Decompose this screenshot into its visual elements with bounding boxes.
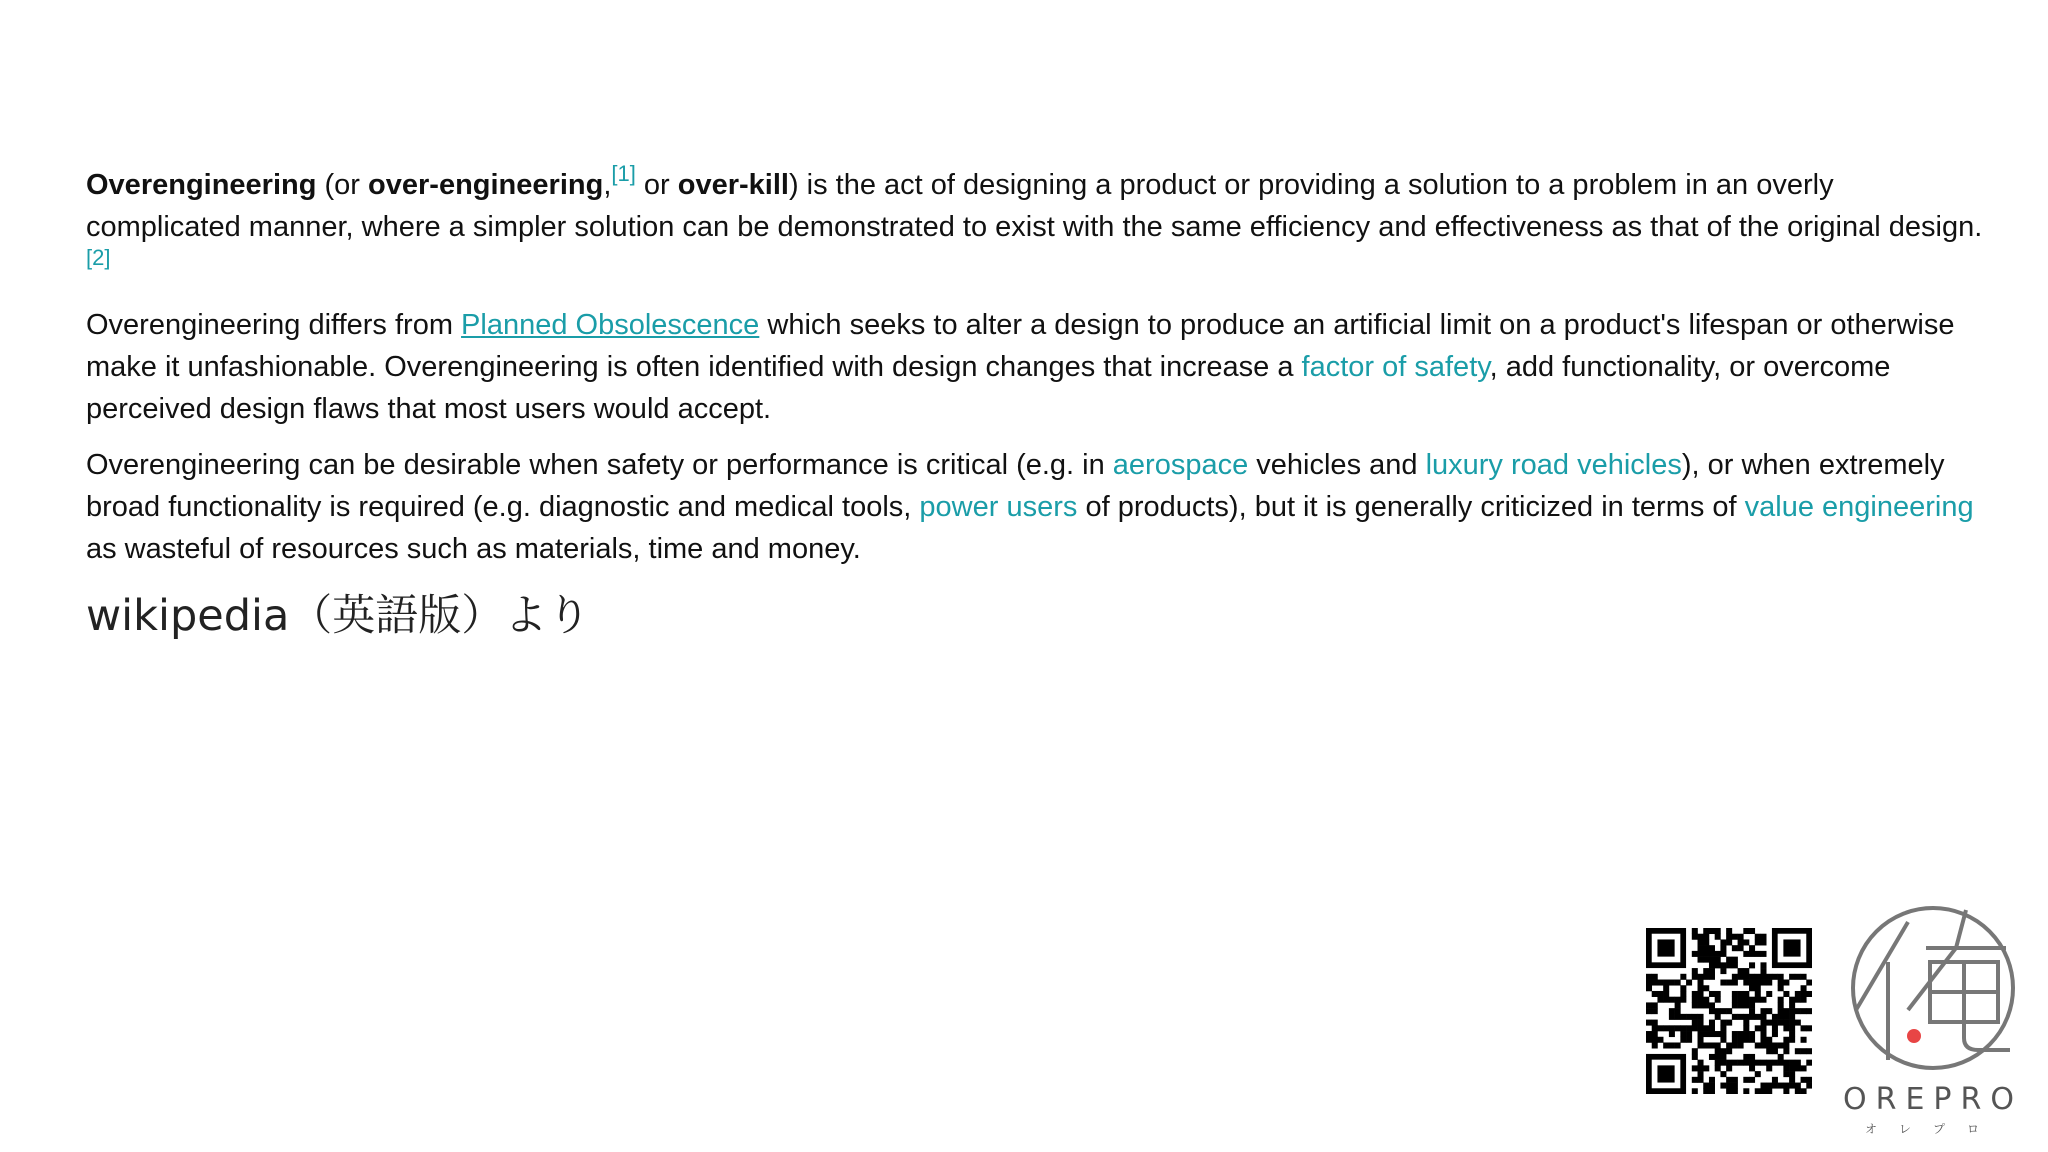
qr-code bbox=[1646, 928, 1812, 1094]
term-overengineering: Overengineering bbox=[86, 169, 317, 201]
power-users-link[interactable]: power users bbox=[919, 491, 1078, 523]
text: or bbox=[635, 169, 678, 201]
article-body bbox=[86, 161, 1986, 644]
text: which seeks to alter a design to produce an artificial limit on a product's lifespan or otherwise make it unfashionable. Overengineering is often identified with design changes that increase a bbox=[86, 309, 1955, 383]
planned-obsolescence-link[interactable]: Planned Obsolescence bbox=[461, 309, 760, 341]
text: as wasteful of resources such as materials, time and money. bbox=[86, 533, 861, 565]
text: Overengineering differs from bbox=[86, 309, 462, 341]
citation-link-2[interactable]: [2] bbox=[86, 245, 111, 270]
citation-link-1[interactable]: [1] bbox=[611, 161, 636, 186]
text: ), or when extremely broad functionality is required (e.g. diagnostic and medical tools, bbox=[86, 449, 1945, 523]
paragraph-definition bbox=[86, 161, 1986, 290]
orepro-seal-icon bbox=[1838, 900, 2028, 1080]
text: vehicles and bbox=[1248, 449, 1426, 481]
source-note: wikipedia（英語版）より bbox=[86, 591, 591, 641]
paragraph-comparison bbox=[86, 304, 1986, 430]
text: , bbox=[603, 169, 612, 201]
text: (or bbox=[316, 169, 369, 201]
factor-of-safety-link[interactable]: factor of safety bbox=[1301, 351, 1490, 383]
aerospace-link[interactable]: aerospace bbox=[1112, 449, 1249, 481]
logo-kana: オレプロ bbox=[1864, 1122, 2001, 1136]
text: ) is the act of designing a product or providing a solution to a problem in an overly complicated manner, where a simpler solution can be demonstrated to exist with the same efficiency and effectiveness as that of the original design. bbox=[86, 169, 1983, 243]
text: Overengineering can be desirable when safety or performance is critical (e.g. in bbox=[86, 449, 1113, 481]
term-over-kill: over-kill bbox=[677, 169, 789, 201]
logo-wordmark: OREPRO bbox=[1843, 1082, 2023, 1117]
paragraph-desirability bbox=[86, 444, 1986, 570]
text: of products), but it is generally criticized in terms of bbox=[1077, 491, 1745, 523]
text: , add functionality, or overcome perceived design flaws that most users would accept. bbox=[86, 351, 1891, 425]
term-over-engineering: over-engineering bbox=[368, 169, 604, 201]
orepro-logo bbox=[1838, 900, 2028, 1140]
value-engineering-link[interactable]: value engineering bbox=[1744, 491, 1974, 523]
luxury-road-vehicles-link[interactable]: luxury road vehicles bbox=[1425, 449, 1682, 481]
logo-dot bbox=[1907, 1029, 1921, 1043]
